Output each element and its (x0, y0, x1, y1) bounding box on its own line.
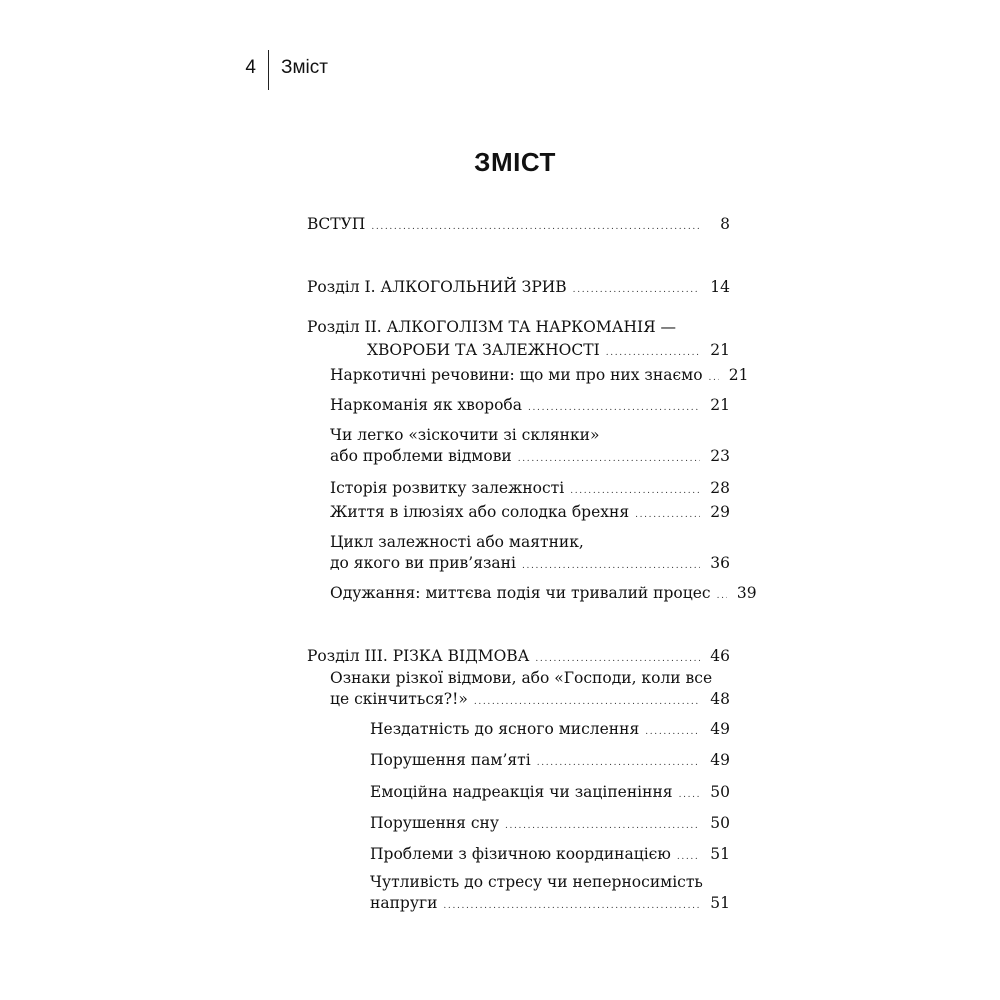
dot-leader (570, 479, 700, 497)
toc-entry-text: Емоційна надреакція чи заціпеніння (370, 783, 673, 801)
toc-page-number: 21 (728, 366, 749, 384)
running-header-title: Зміст (281, 57, 328, 78)
toc-entry-text: Порушення пам’яті (370, 751, 531, 769)
toc-page-number: 28 (710, 479, 730, 497)
toc-page-number: 51 (710, 845, 730, 863)
toc-entry-history[interactable] (330, 479, 730, 497)
toc-entry-text: Нездатність до ясного мислення (370, 720, 640, 738)
toc-entry-cycle[interactable] (330, 554, 730, 572)
toc-entry-stress-line-1[interactable]: Чутливість до стресу чи неперносимість (370, 873, 703, 891)
dot-leader (645, 720, 700, 738)
toc-page-number: 49 (710, 751, 730, 769)
dot-leader (518, 447, 700, 465)
toc-entry-emotional[interactable] (370, 783, 730, 801)
toc-entry-text: Одужання: миттєва подія чи тривалий процес (330, 584, 711, 602)
toc-entry-chapter-1[interactable] (307, 278, 730, 296)
toc-entry-withdrawal-line-1[interactable]: Чи легко «зіскочити зі склянки» (330, 426, 600, 444)
dot-leader (474, 690, 700, 708)
dot-leader (537, 751, 700, 769)
toc-entry-text: це скінчиться?!» (330, 690, 468, 708)
toc-page-number: 21 (710, 341, 730, 359)
toc-entry-clear-thinking[interactable] (370, 720, 730, 738)
toc-entry-chapter-3[interactable] (307, 647, 730, 665)
toc-entry-withdrawal[interactable] (330, 447, 730, 465)
page-title: ЗМІСТ (474, 147, 556, 177)
toc-entry-text: Порушення сну (370, 814, 499, 832)
toc-entry-text: напруги (370, 894, 438, 912)
dot-leader (505, 814, 700, 832)
dot-leader (606, 341, 700, 359)
toc-entry-chapter-2[interactable] (367, 341, 730, 359)
toc-page-number: 14 (710, 278, 730, 296)
dot-leader (522, 554, 700, 572)
toc-entry-stress[interactable] (370, 894, 730, 912)
toc-entry-signs[interactable] (330, 690, 730, 708)
toc-page-number: 21 (710, 396, 730, 414)
toc-entry-coordination[interactable] (370, 845, 730, 863)
toc-entry-text: ВСТУП (307, 215, 366, 233)
dot-leader (573, 278, 700, 296)
dot-leader (535, 647, 700, 665)
toc-entry-text: або проблеми відмови (330, 447, 512, 465)
toc-entry-text: Розділ ІІІ. РІЗКА ВІДМОВА (307, 647, 530, 665)
toc-entry-chapter-2-line-1[interactable]: Розділ ІІ. АЛКОГОЛІЗМ ТА НАРКОМАНІЯ — (307, 318, 677, 336)
toc-page-number: 50 (710, 783, 730, 801)
toc-entry-text: ХВОРОБИ ТА ЗАЛЕЖНОСТІ (367, 341, 600, 359)
toc-entry-text: Наркоманія як хвороба (330, 396, 523, 414)
toc-entry-text: до якого ви прив’язані (330, 554, 516, 572)
toc-entry-drugs[interactable] (330, 366, 749, 384)
toc-page-number: 49 (710, 720, 730, 738)
dot-leader (528, 396, 700, 414)
toc-page-number: 46 (710, 647, 730, 665)
toc-page-number: 8 (720, 215, 730, 233)
toc-entry-text: Життя в ілюзіях або солодка брехня (330, 503, 630, 521)
header-divider (268, 50, 269, 90)
toc-entry-recovery[interactable] (330, 584, 757, 602)
dot-leader (371, 215, 700, 233)
toc-entry-text: Наркотичні речовини: що ми про них знаємо (330, 366, 703, 384)
toc-entry-text: Розділ І. АЛКОГОЛЬНИЙ ЗРИВ (307, 278, 567, 296)
toc-entry-addiction-disease[interactable] (330, 396, 730, 414)
toc-page-number: 51 (710, 894, 730, 912)
toc-entry-illusions[interactable] (330, 503, 730, 521)
dot-leader (635, 503, 700, 521)
toc-entry-cycle-line-1[interactable]: Цикл залежності або маятник, (330, 533, 584, 551)
dot-leader (679, 783, 700, 801)
toc-entry-text: Проблеми з фізичною координацією (370, 845, 671, 863)
toc-entry-intro[interactable] (307, 215, 730, 233)
toc-page-number: 36 (710, 554, 730, 572)
toc-entry-signs-line-1[interactable]: Ознаки різкої відмови, або «Господи, коли все (330, 669, 713, 687)
toc-page-number: 50 (710, 814, 730, 832)
toc-page-number: 29 (710, 503, 730, 521)
toc-page-number: 39 (736, 584, 757, 602)
dot-leader (709, 366, 719, 384)
toc-entry-sleep[interactable] (370, 814, 730, 832)
dot-leader (717, 584, 727, 602)
dot-leader (443, 894, 700, 912)
toc-page-number: 48 (710, 690, 730, 708)
toc-entry-memory[interactable] (370, 751, 730, 769)
toc-entry-text: Історія розвитку залежності (330, 479, 565, 497)
toc-page-number: 23 (710, 447, 730, 465)
dot-leader (677, 845, 700, 863)
page-number: 4 (245, 57, 256, 78)
